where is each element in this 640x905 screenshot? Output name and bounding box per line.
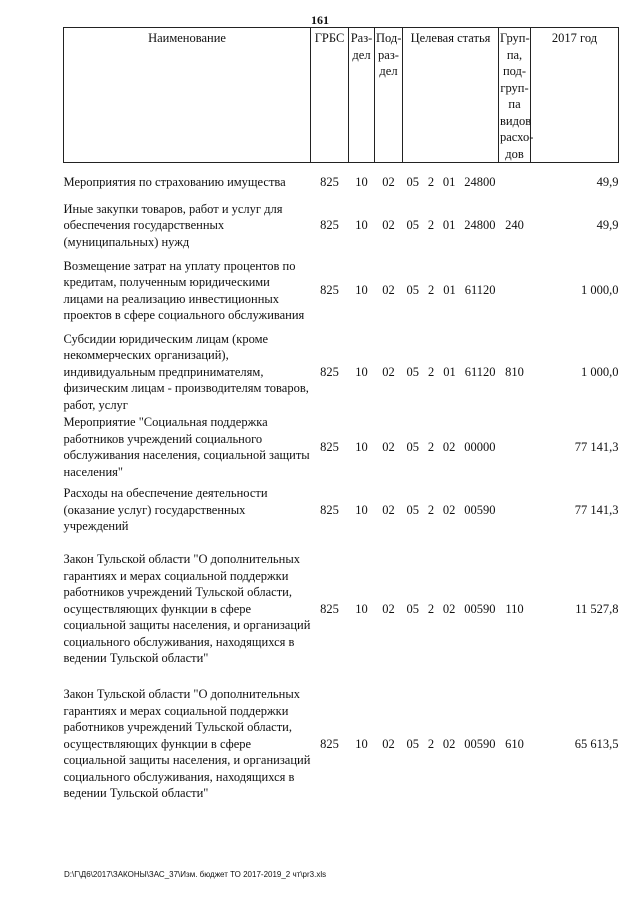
target-program: 05 <box>406 736 419 751</box>
row-group: 240 <box>505 218 524 233</box>
target-program: 05 <box>406 439 419 454</box>
row-razdel: 10 <box>355 283 368 298</box>
row-podrazdel: 02 <box>382 736 395 751</box>
target-event: 02 <box>442 736 456 751</box>
row-target <box>403 679 499 809</box>
row-podrazdel: 02 <box>382 283 395 298</box>
target-subprogram: 2 <box>427 736 435 751</box>
row-amount: 65 613,5 <box>574 736 619 751</box>
row-grbs: 825 <box>320 736 339 751</box>
header-razdel: Раз- дел <box>349 28 375 163</box>
target-direction: 24800 <box>464 218 496 233</box>
target-subprogram: 2 <box>427 601 435 616</box>
row-amount: 77 141,3 <box>574 502 619 517</box>
row-razdel: 10 <box>355 364 368 379</box>
row-grbs: 825 <box>320 439 339 454</box>
row-razdel: 10 <box>355 736 368 751</box>
target-direction: 24800 <box>464 174 496 189</box>
row-name: Субсидии юридическим лицам (кроме некоммерческих организаций), индивидуальным предпринимателям, физическим лицам - производителям товаров, работ, услуг <box>63 331 309 412</box>
row-target <box>403 251 499 331</box>
row-target <box>403 331 499 414</box>
row-name: Иные закупки товаров, работ и услуг для обеспечения государственных (муниципальных) нужд <box>63 201 283 249</box>
row-razdel: 10 <box>355 174 368 189</box>
row-group: 810 <box>505 364 524 379</box>
table-row <box>64 331 619 414</box>
row-podrazdel: 02 <box>382 439 395 454</box>
table-row <box>64 679 619 809</box>
row-group <box>499 251 531 331</box>
target-program: 05 <box>406 174 419 189</box>
target-event: 02 <box>442 439 456 454</box>
target-event: 01 <box>442 174 456 189</box>
row-amount: 77 141,3 <box>574 439 619 454</box>
row-amount: 49,9 <box>596 174 619 189</box>
row-group <box>499 413 531 481</box>
budget-table <box>63 27 619 809</box>
header-podrazdel: Под- раз- дел <box>375 28 403 163</box>
target-direction: 00590 <box>464 736 496 751</box>
row-razdel: 10 <box>355 502 368 517</box>
table-header-row <box>64 28 619 163</box>
row-razdel: 10 <box>355 218 368 233</box>
table-row <box>64 539 619 679</box>
row-target <box>403 201 499 251</box>
target-subprogram: 2 <box>427 283 435 298</box>
row-grbs: 825 <box>320 601 339 616</box>
row-group <box>499 481 531 539</box>
row-podrazdel: 02 <box>382 502 395 517</box>
target-subprogram: 2 <box>427 174 435 189</box>
row-razdel: 10 <box>355 601 368 616</box>
target-direction: 61120 <box>464 283 496 298</box>
row-amount: 1 000,0 <box>581 283 619 298</box>
target-direction: 00590 <box>464 601 496 616</box>
row-razdel: 10 <box>355 439 368 454</box>
row-name: Расходы на обеспечение деятельности (оказание услуг) государственных учреждений <box>63 486 268 534</box>
header-year: 2017 год <box>531 28 619 163</box>
header-grbs: ГРБС <box>311 28 349 163</box>
target-direction: 00590 <box>464 502 496 517</box>
target-program: 05 <box>406 218 419 233</box>
target-subprogram: 2 <box>427 439 435 454</box>
row-group: 110 <box>505 601 524 616</box>
row-name: Мероприятие "Социальная поддержка работников учреждений социального обслуживания населения, социальной защиты населения" <box>63 415 310 479</box>
row-target <box>403 413 499 481</box>
target-event: 01 <box>442 218 456 233</box>
header-target: Целевая статья <box>403 28 499 163</box>
row-name: Мероприятия по страхованию имущества <box>63 174 286 189</box>
table-row <box>64 251 619 331</box>
target-program: 05 <box>406 364 419 379</box>
header-name: Наименование <box>64 28 311 163</box>
row-grbs: 825 <box>320 502 339 517</box>
row-target <box>403 481 499 539</box>
target-event: 02 <box>442 601 456 616</box>
target-subprogram: 2 <box>427 502 435 517</box>
row-name: Возмещение затрат на уплату процентов по кредитам, полученным юридическими лицами на реализацию инвестиционных проектов в сфере социального обслуживания <box>63 258 305 322</box>
target-subprogram: 2 <box>427 364 435 379</box>
row-target <box>403 163 499 201</box>
row-name: Закон Тульской области "О дополнительных гарантиях и мерах социальной поддержки работников учреждений Тульской области, осуществляющих функции в сфере социальной защиты населения, и организаций социального обслуживания, находящихся в ведении Тульской области" <box>63 687 311 801</box>
target-event: 02 <box>442 502 456 517</box>
row-target <box>403 539 499 679</box>
target-direction: 00000 <box>464 439 496 454</box>
file-path-footer: D:\Г\Д6\2017\ЗАКОНЫ\ЗАС_37\Изм. бюджет ТО 2017-2019_2 чт\pr3.xls <box>64 870 327 879</box>
target-direction: 61120 <box>464 364 496 379</box>
row-podrazdel: 02 <box>382 174 395 189</box>
row-podrazdel: 02 <box>382 364 395 379</box>
row-podrazdel: 02 <box>382 601 395 616</box>
row-grbs: 825 <box>320 174 339 189</box>
table-row <box>64 201 619 251</box>
row-grbs: 825 <box>320 283 339 298</box>
row-podrazdel: 02 <box>382 218 395 233</box>
page-number: 161 <box>311 13 329 27</box>
target-program: 05 <box>406 283 419 298</box>
row-grbs: 825 <box>320 218 339 233</box>
target-program: 05 <box>406 601 419 616</box>
row-amount: 11 527,8 <box>575 601 619 616</box>
row-amount: 1 000,0 <box>581 364 619 379</box>
row-name: Закон Тульской области "О дополнительных гарантиях и мерах социальной поддержки работников учреждений Тульской области, осуществляющих функции в сфере социальной защиты населения, и организаций социального обслуживания, находящихся в ведении Тульской области" <box>63 552 311 666</box>
row-grbs: 825 <box>320 364 339 379</box>
row-group: 610 <box>505 736 524 751</box>
target-subprogram: 2 <box>427 218 435 233</box>
header-group: Груп- па, под- груп- па видов расхо- дов <box>499 28 531 163</box>
target-program: 05 <box>406 502 419 517</box>
row-group <box>499 163 531 201</box>
table-row <box>64 413 619 481</box>
row-amount: 49,9 <box>596 218 619 233</box>
target-event: 01 <box>443 364 456 379</box>
target-event: 01 <box>443 283 456 298</box>
table-row <box>64 481 619 539</box>
table-row <box>64 163 619 201</box>
